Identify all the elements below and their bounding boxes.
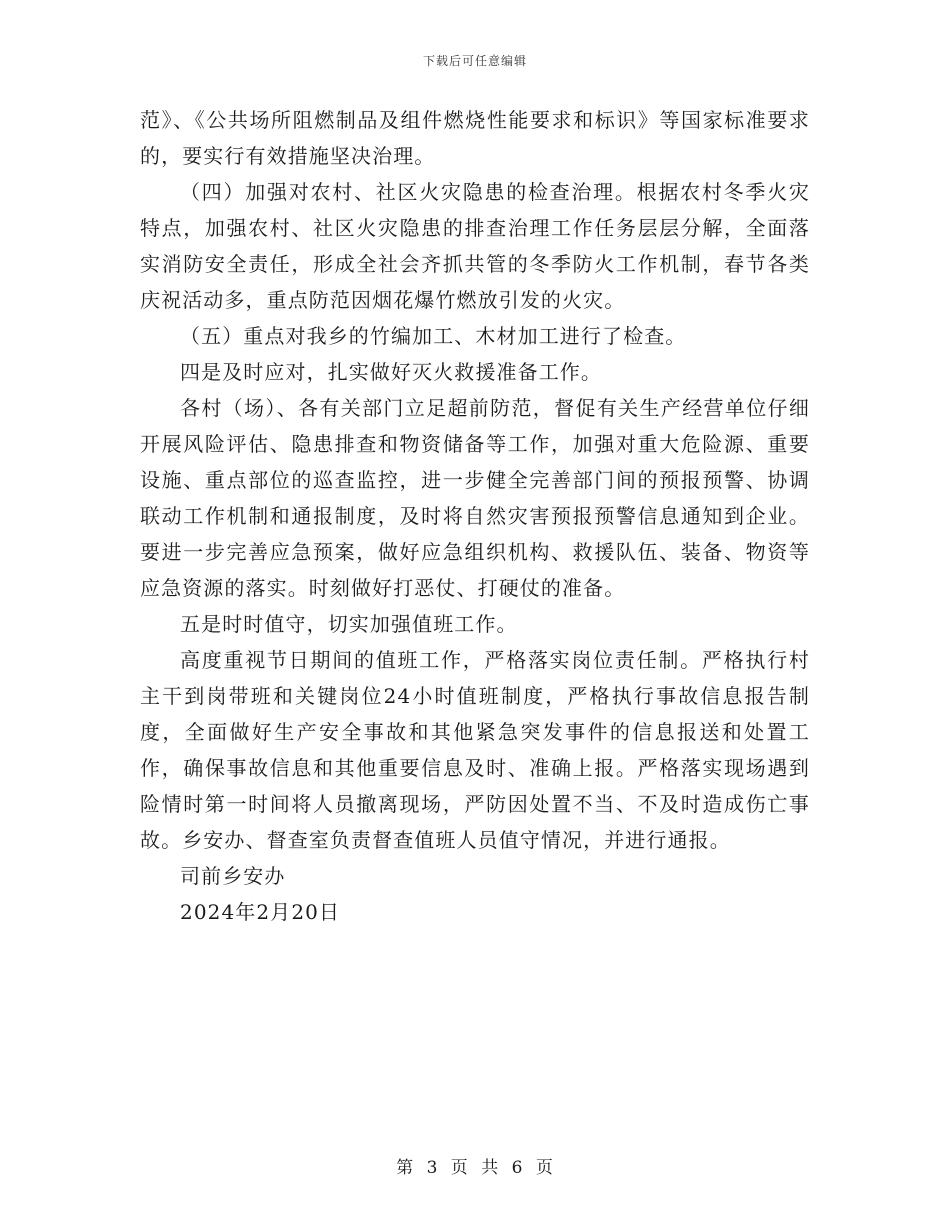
signature-org: 司前乡安办 [180, 864, 286, 888]
paragraph-heading-five: 五是时时值守，切实加强值班工作。 [180, 612, 518, 636]
paragraph-heading-four: 四是及时应对，扎实做好灭火救援准备工作。 [180, 360, 602, 384]
page-number: 第 3 页 共 6 页 [396, 1158, 554, 1178]
document-body [140, 102, 810, 930]
page-header-note: 下载后可任意编辑 [422, 54, 527, 68]
paragraph-section-five: （五）重点对我乡的竹编加工、木材加工进行了检查。 [180, 324, 687, 348]
paragraph-emergency-prep: 各村（场）、各有关部门立足超前防范，督促有关生产经营单位仔细开展风险评估、隐患排查和物资储备等工作，加强对重大危险源、重要设施、重点部位的巡查监控，进一步健全完善部门间的预报预警、协调联动工作机制和通报制度，及时将自然灾害预报预警信息通知到企业。要进一步完善应急预案，做好应急组织机构、救援队伍、装备、物资等应急资源的落实。时刻做好打恶仗、打硬仗的准备。 [140, 396, 810, 600]
paragraph-continuation: 范》、《公共场所阻燃制品及组件燃烧性能要求和标识》等国家标准要求的，要实行有效措施坚决治理。 [140, 108, 810, 168]
paragraph-section-four: （四）加强对农村、社区火灾隐患的检查治理。根据农村冬季火灾特点，加强农村、社区火灾隐患的排查治理工作任务层层分解，全面落实消防安全责任，形成全社会齐抓共管的冬季防火工作机制，春节各类庆祝活动多，重点防范因烟花爆竹燃放引发的火灾。 [140, 180, 810, 312]
paragraph-duty-work: 高度重视节日期间的值班工作，严格落实岗位责任制。严格执行村主干到岗带班和关键岗位24小时值班制度，严格执行事故信息报告制度，全面做好生产安全事故和其他紧急突发事件的信息报送和处置工作，确保事故信息和其他重要信息及时、准确上报。严格落实现场遇到险情时第一时间将人员撤离现场，严防因处置不当、不及时造成伤亡事故。乡安办、督查室负责督查值班人员值守情况，并进行通报。 [140, 648, 810, 852]
signature-date: 2024年2月20日 [180, 900, 341, 924]
